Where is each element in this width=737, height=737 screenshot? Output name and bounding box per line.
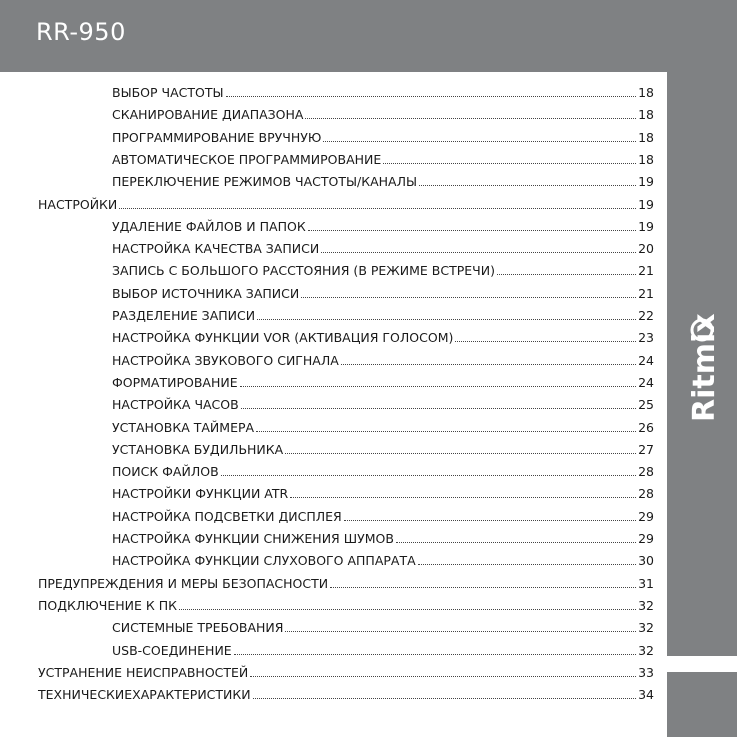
toc-entry-label: ПЕРЕКЛЮЧЕНИЕ РЕЖИМОВ ЧАСТОТЫ/КАНАЛЫ: [112, 174, 418, 190]
toc-entry[interactable]: [112, 123, 654, 145]
toc-entry-label: УСТРАНЕНИЕ НЕИСПРАВНОСТЕЙ: [38, 664, 249, 680]
toc-dot-leader: [455, 340, 636, 342]
toc-entry[interactable]: [112, 457, 654, 479]
toc-entry[interactable]: [112, 301, 654, 323]
toc-entry-label: ПОИСК ФАЙЛОВ: [112, 464, 219, 480]
toc-entry-label: РАЗДЕЛЕНИЕ ЗАПИСИ: [112, 308, 256, 323]
toc-dot-leader: [285, 452, 636, 454]
toc-entry-page: 24: [638, 374, 654, 390]
toc-dot-leader: [256, 430, 636, 432]
toc-entry-page: 26: [638, 419, 654, 435]
toc-entry-label: ФОРМАТИРОВАНИЕ: [112, 374, 238, 390]
toc-dot-leader: [226, 95, 636, 97]
toc-entry[interactable]: [38, 569, 654, 591]
toc-entry-label: ПРЕДУПРЕЖДЕНИЯ И МЕРЫ БЕЗОПАСНОСТИ: [38, 575, 329, 591]
toc-entry[interactable]: [112, 323, 654, 345]
toc-entry[interactable]: [38, 591, 654, 613]
toc-entry-page: 25: [638, 397, 654, 413]
toc-dot-leader: [383, 162, 636, 164]
toc-entry-page: 29: [638, 531, 654, 546]
toc-entry-page: 18: [638, 151, 654, 167]
brand-logo-text: Ritmix: [687, 313, 722, 422]
toc-dot-leader: [396, 541, 636, 543]
toc-entry[interactable]: [112, 390, 654, 412]
toc-entry[interactable]: [112, 212, 654, 234]
toc-entry-page: 32: [638, 597, 654, 613]
toc-entry-label: НАСТРОЙКИ: [38, 196, 118, 212]
header-bar: [0, 0, 737, 72]
toc-entry-label: СКАНИРОВАНИЕ ДИАПАЗОНА: [112, 107, 304, 123]
toc-entry-label: СИСТЕМНЫЕ ТРЕБОВАНИЯ: [112, 620, 284, 636]
toc-entry-label: НАСТРОЙКА ЗВУКОВОГО СИГНАЛА: [112, 352, 339, 368]
toc-dot-leader: [179, 608, 636, 610]
toc-entry-label: НАСТРОЙКА ФУНКЦИИ СНИЖЕНИЯ ШУМОВ: [112, 531, 394, 546]
toc-entry-page: 22: [638, 308, 654, 323]
toc-entry-page: 29: [638, 508, 654, 524]
toc-entry-page: 19: [638, 218, 654, 234]
toc-entry-page: 30: [638, 553, 654, 569]
toc-dot-leader: [341, 363, 636, 365]
toc-entry-page: 19: [638, 196, 654, 212]
toc-entry-page: 32: [638, 620, 654, 636]
toc-entry-page: 21: [638, 263, 654, 279]
toc-entry-page: 32: [638, 642, 654, 658]
toc-entry-page: 28: [638, 464, 654, 480]
toc-dot-leader: [119, 207, 636, 209]
toc-entry[interactable]: [112, 524, 654, 546]
toc-dot-leader: [419, 184, 636, 186]
toc-dot-leader: [321, 251, 636, 253]
toc-dot-leader: [250, 675, 636, 677]
toc-entry[interactable]: [112, 413, 654, 435]
toc-entry[interactable]: [112, 145, 654, 167]
toc-dot-leader: [290, 496, 636, 498]
toc-entry[interactable]: [38, 190, 654, 212]
toc-entry-label: НАСТРОЙКА ФУНКЦИИ VOR (АКТИВАЦИЯ ГОЛОСОМ): [112, 330, 454, 346]
toc-entry[interactable]: [112, 636, 654, 658]
toc-dot-leader: [344, 519, 636, 521]
toc-dot-leader: [308, 229, 636, 231]
toc-dot-leader: [253, 697, 636, 699]
toc-entry-page: 18: [638, 85, 654, 100]
toc-entry[interactable]: [112, 234, 654, 256]
toc-entry-page: 34: [638, 687, 654, 703]
toc-entry[interactable]: [38, 658, 654, 680]
toc-dot-leader: [285, 630, 636, 632]
toc-entry-label: НАСТРОЙКА КАЧЕСТВА ЗАПИСИ: [112, 241, 320, 257]
toc-entry-page: 33: [638, 664, 654, 680]
toc-dot-leader: [221, 474, 636, 476]
toc-entry-page: 23: [638, 330, 654, 346]
toc-entry-page: 28: [638, 486, 654, 502]
toc-entry-label: НАСТРОЙКА ЧАСОВ: [112, 397, 239, 413]
toc-entry-label: АВТОМАТИЧЕСКОЕ ПРОГРАММИРОВАНИЕ: [112, 151, 382, 167]
toc-entry-page: 24: [638, 352, 654, 368]
toc-entry[interactable]: [112, 167, 654, 189]
toc-entry-label: НАСТРОЙКИ ФУНКЦИИ ATR: [112, 486, 289, 502]
toc-dot-leader: [497, 273, 636, 275]
toc-entry-page: 18: [638, 107, 654, 123]
toc-entry-page: 18: [638, 129, 654, 145]
toc-entry-page: 19: [638, 174, 654, 190]
toc-entry-page: 31: [638, 575, 654, 591]
toc-entry-label: ЗАПИСЬ С БОЛЬШОГО РАССТОЯНИЯ (В РЕЖИМЕ ВСТРЕЧИ): [112, 263, 495, 279]
toc-entry[interactable]: [112, 346, 654, 368]
toc-entry[interactable]: [112, 100, 654, 122]
toc-entry[interactable]: [112, 279, 654, 301]
toc-entry[interactable]: [112, 368, 654, 390]
toc-dot-leader: [330, 586, 636, 588]
toc-entry[interactable]: [112, 435, 654, 457]
toc-entry[interactable]: [112, 479, 654, 501]
toc-entry[interactable]: [112, 256, 654, 278]
toc-entry[interactable]: [112, 78, 654, 100]
toc-entry-label: ПРОГРАММИРОВАНИЕ ВРУЧНУЮ: [112, 129, 322, 145]
toc-entry-label: УДАЛЕНИЕ ФАЙЛОВ И ПАПОК: [112, 218, 306, 234]
toc-entry-page: 27: [638, 441, 654, 457]
toc-entry-label: НАСТРОЙКА ФУНКЦИИ СЛУХОВОГО АППАРАТА: [112, 553, 416, 569]
toc-entry[interactable]: [112, 546, 654, 568]
toc-entry-label: ВЫБОР ИСТОЧНИКА ЗАПИСИ: [112, 285, 300, 301]
toc-entry[interactable]: [112, 613, 654, 635]
toc-entry[interactable]: [112, 502, 654, 524]
toc-dot-leader: [241, 407, 636, 409]
toc-entry-page: 21: [638, 285, 654, 301]
toc-dot-leader: [301, 296, 636, 298]
toc-entry[interactable]: [38, 680, 654, 702]
toc-dot-leader: [240, 385, 636, 387]
toc-dot-leader: [234, 653, 636, 655]
toc-entry-label: НАСТРОЙКА ПОДСВЕТКИ ДИСПЛЕЯ: [112, 508, 342, 524]
toc-dot-leader: [257, 318, 636, 320]
toc-dot-leader: [305, 117, 636, 119]
model-title: RR-950: [36, 18, 126, 46]
table-of-contents: [0, 78, 737, 703]
toc-entry-label: УСТАНОВКА БУДИЛЬНИКА: [112, 441, 284, 457]
toc-entry-label: USB-СОЕДИНЕНИЕ: [112, 642, 232, 658]
toc-entry-label: ВЫБОР ЧАСТОТЫ: [112, 85, 224, 100]
toc-dot-leader: [418, 563, 636, 565]
toc-entry-label: ПОДКЛЮЧЕНИЕ К ПК: [38, 597, 177, 613]
toc-entry-page: 20: [638, 241, 654, 257]
toc-dot-leader: [323, 140, 636, 142]
toc-entry-label: ТЕХНИЧЕСКИЕХАРАКТЕРИСТИКИ: [38, 687, 251, 703]
toc-entry-label: УСТАНОВКА ТАЙМЕРА: [112, 419, 255, 435]
